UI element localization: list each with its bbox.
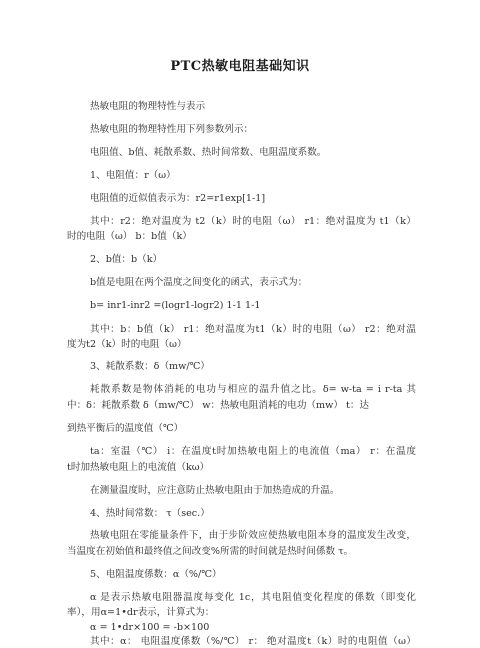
formula-line: b= inr1-inr2 =(logr1-logr2) 1-1 1-1: [90, 300, 261, 311]
formula-line: α = 1•dr×100 = -b×100: [90, 622, 210, 633]
paragraph-line: ta：室温（℃） i：在温度t时加热敏电阻上的电流值（ma） r：在温度: [90, 446, 416, 457]
paragraph-line: 度为t2（k）时的电阻（ω）: [67, 339, 187, 350]
paragraph-line: 其中：b：b值（k） r1：绝对温度为t1（k）时的电阻（ω） r2：绝对温: [90, 324, 416, 335]
document-title: PTC热敏电阻基础知识: [170, 59, 310, 74]
formula-line: 电阻值的近似值表示为：r2=r1exp[1-1]: [90, 193, 266, 204]
item-heading-resistance: 1、电阻值：r（ω）: [90, 170, 176, 181]
paragraph-line: 率），用α=1•dr表示，计算式为：: [67, 607, 215, 618]
paragraph-line: 电阻值、b值、耗散系数、热时间常数、电阻温度系数。: [90, 147, 327, 158]
paragraph-line: 时的电阻（ω） b：b值（k）: [67, 231, 192, 242]
paragraph-line: 耗散系数是物体消耗的电功与相应的温升值之比。δ= w-ta = i r-ta 其: [90, 384, 416, 395]
item-heading-b-value: 2、b值：b（k）: [90, 254, 163, 265]
paragraph-line: 其中：α： 电阻温度係数（%/℃） r： 绝对温度t（k）时的电阻值（ω）: [90, 636, 416, 647]
paragraph-line: 热敏电阻的物理特性用下列参数列示：: [90, 124, 254, 135]
paragraph-line: t时加热敏电阻上的电流值（kω）: [67, 462, 210, 473]
paragraph-line: 在测量温度时，应注意防止热敏电阻由于加热造成的升温。: [90, 485, 340, 496]
paragraph-line: 当温度在初始值和最终值之间改变%所需的时间就是热时间係数 τ。: [67, 546, 354, 557]
section-heading: 热敏电阻的物理特性与表示: [90, 101, 206, 112]
paragraph-line: 其中：r2：绝对温度为 t2（k）时的电阻（ω） r1：绝对温度为 t1（k）: [90, 216, 416, 227]
paragraph-line: α 是表示热敏电阻器温度每变化 1c，其电阻值变化程度的係数（即变化: [90, 592, 416, 603]
item-heading-thermal-time: 4、热时间常数： τ（sec.）: [90, 508, 210, 519]
paragraph-line: 热敏电阻在零能量条件下，由于步阶效应使热敏电阻本身的温度发生改变，: [90, 530, 416, 541]
item-heading-dissipation: 3、耗散系数：δ（mw/℃）: [90, 361, 210, 372]
paragraph-line: 中：δ：耗散系数 δ（mw/℃） w：热敏电阻消耗的电功（mw） t：达: [67, 400, 370, 411]
paragraph-line: b值是电阻在两个温度之间变化的函式，表示式为：: [90, 277, 308, 288]
paragraph-line: 到热平衡后的温度值（℃）: [67, 423, 184, 434]
item-heading-temp-coefficient: 5、电阻温度係数：α（%/℃）: [90, 569, 222, 580]
